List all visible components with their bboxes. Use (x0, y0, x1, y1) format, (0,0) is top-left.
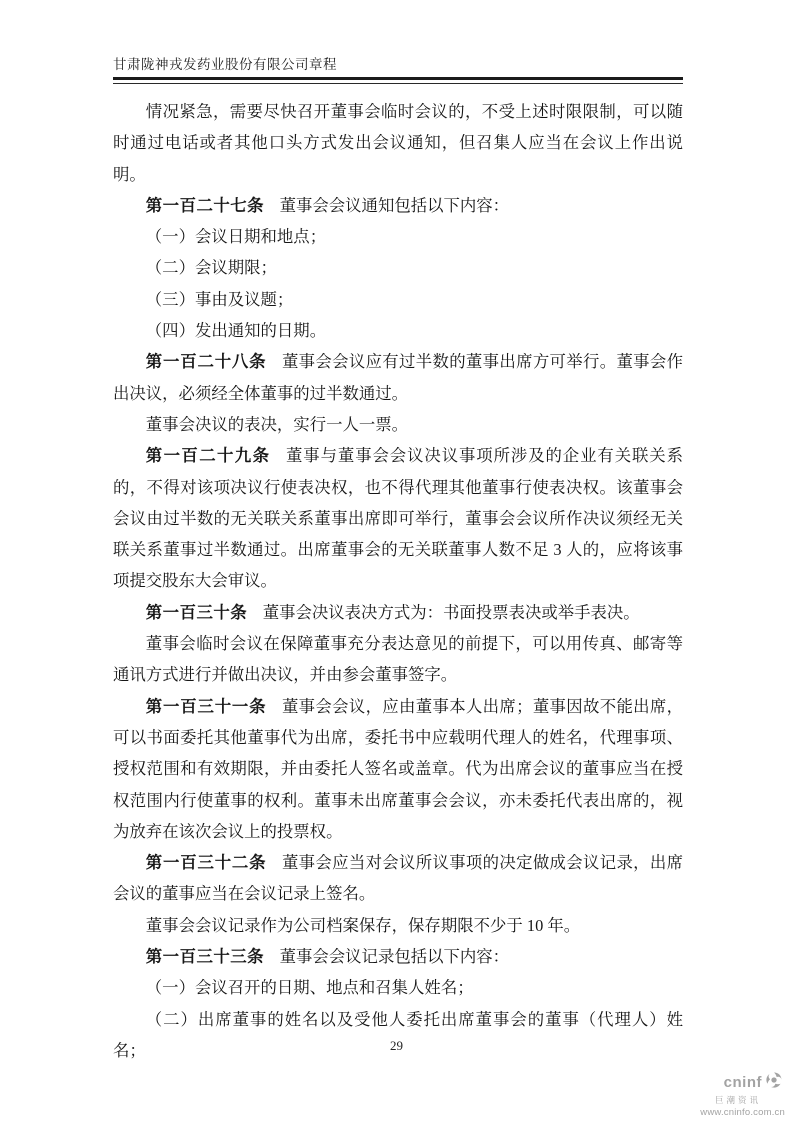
body-paragraph: 董事会会议记录作为公司档案保存，保存期限不少于 10 年。 (145, 915, 581, 935)
article-paragraph: 第一百三十条 董事会决议表决方式为：书面投票表决或举手表决。 (145, 602, 640, 622)
body-paragraph: （三）事由及议题； (145, 289, 294, 309)
article-paragraph: 第一百三十三条 董事会会议记录包括以下内容： (145, 947, 510, 967)
article-paragraph: 第一百二十九条 董事与董事会会议决议事项所涉及的企业有关联关系的，不得对该项决议行使表决权，也不得代理其他董事行使表决权。该董事会会议由过半数的无关联关系董事出席即可举行，董事会会议所作决议须经无关联关系董事过半数通过。出席董事会的无关联董事人数不足 3 人的，应将该事项提交股东大会审议。 (113, 446, 683, 591)
document-body (113, 96, 683, 1066)
article-number: 第一百二十八条 (145, 352, 267, 372)
page-number: 29 (390, 1038, 403, 1053)
article-number: 第一百二十九条 (145, 446, 271, 466)
header-title: 甘肃陇神戎发药业股份有限公司章程 (113, 57, 337, 72)
body-paragraph: 董事会临时会议在保障董事充分表达意见的前提下，可以用传真、邮寄等通讯方式进行并做出决议，并由参会董事签字。 (113, 634, 683, 685)
cninfo-brand-text: cninf (723, 1074, 762, 1092)
body-paragraph: 董事会决议的表决，实行一人一票。 (145, 414, 409, 434)
body-paragraph: （四）发出通知的日期。 (145, 321, 327, 341)
body-paragraph: （一）会议召开的日期、地点和召集人姓名； (145, 978, 474, 998)
body-paragraph: （一）会议日期和地点； (145, 227, 327, 247)
article-number: 第一百三十一条 (145, 696, 267, 716)
header-rule-thick (113, 77, 683, 80)
article-number: 第一百二十七条 (145, 195, 265, 215)
article-paragraph: 第一百三十一条 董事会会议，应由董事本人出席；董事因故不能出席，可以书面委托其他董事代为出席，委托书中应载明代理人的姓名，代理事项、授权范围和有效期限，并由委托人签名或盖章。代为出席会议的董事应当在授权范围内行使董事的权利。董事未出席董事会会议，亦未委托代表出席的，视为放弃在该次会议上的投票权。 (113, 696, 684, 841)
cninfo-watermark (667, 1070, 787, 1119)
page-header (113, 53, 683, 84)
header-rule-thin (113, 83, 683, 84)
article-paragraph: 第一百三十二条 董事会应当对会议所议事项的决定做成会议记录，出席会议的董事应当在会议记录上签名。 (113, 853, 684, 904)
cninfo-swirl-icon (763, 1070, 785, 1095)
article-number: 第一百三十三条 (145, 947, 265, 967)
body-paragraph: 情况紧急，需要尽快召开董事会临时会议的，不受上述时限限制，可以随时通过电话或者其他口头方式发出会议通知，但召集人应当在会议上作出说明。 (113, 102, 683, 184)
cninfo-url: www.cninfo.com.cn (700, 1107, 785, 1119)
article-number: 第一百三十二条 (145, 853, 267, 873)
article-number: 第一百三十条 (145, 602, 248, 622)
article-paragraph: 第一百二十七条 董事会会议通知包括以下内容： (145, 195, 510, 215)
body-paragraph: （二）会议期限； (145, 258, 277, 278)
body-paragraph: （二）出席董事的姓名以及受他人委托出席董事会的董事（代理人）姓名； (113, 1009, 683, 1060)
article-paragraph: 第一百二十八条 董事会会议应有过半数的董事出席方可举行。董事会作出决议，必须经全体董事的过半数通过。 (113, 352, 684, 403)
cninfo-chinese-name: 巨潮资讯 (714, 1095, 761, 1106)
